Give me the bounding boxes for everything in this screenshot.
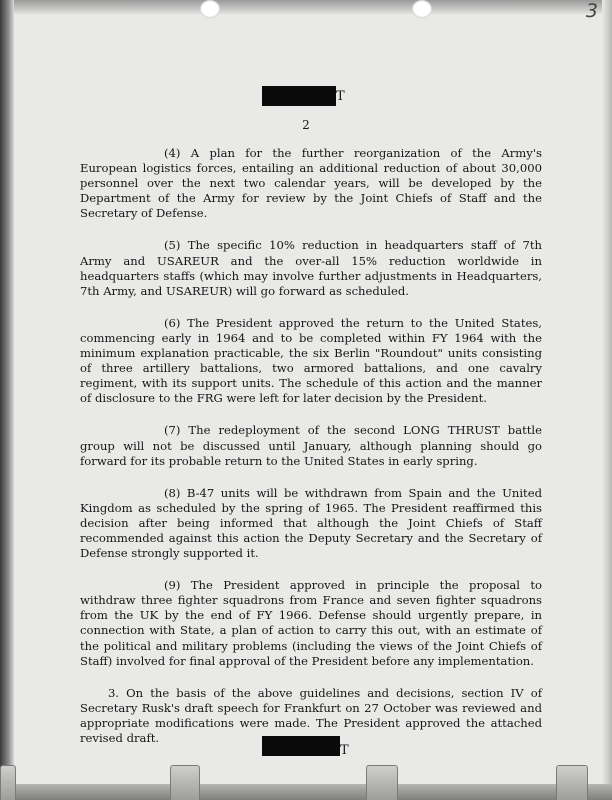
paragraph-9: (9) The President approved in principle the proposal to withdraw three fighter squadrons from France and seven fighter squadrons from the UK by the end of FY 1966. Defense should urgently prepare, in connection with State, a plan of action to carry this out, with an estimate of the political and military problems (including the views of the Joint Chiefs of Staff) involved for final approval of the President before any implementation. (80, 578, 542, 668)
binder-clip-1 (0, 765, 16, 800)
binder-clip-4 (556, 765, 588, 800)
page-number: 2 (302, 118, 310, 132)
classification-marking-bottom (262, 736, 349, 758)
redaction-bar-bottom (262, 736, 340, 756)
classification-marking-top (262, 86, 346, 106)
binder-bar (0, 784, 612, 800)
paragraph-8: (8) B-47 units will be withdrawn from Spain and the United Kingdom as scheduled by the spring of 1965. The President reaffirmed this decision after being informed that although the Joint Chiefs of Staff recommended against this action the Deputy Secretary and the Secretary of Defense strongly supported it. (80, 485, 542, 561)
redaction-bar-top (262, 86, 336, 106)
punch-hole-right (412, 0, 432, 18)
paragraph-6: (6) The President approved the return to the United States, commencing early in 1964 and to be completed within FY 1964 with the minimum explanation practicable, the six Berlin "Roundout" units consisting of three artillery battalions, two armored battalions, and one cavalry regiment, with its support units. The schedule of this action and the manner of disclosure to the FRG were left for later decision by the President. (80, 315, 542, 406)
punch-hole-left (200, 0, 220, 18)
classification-bottom-tail: T (340, 743, 349, 758)
paragraph-5: (5) The specific 10% reduction in headquarters staff of 7th Army and USAREUR and the over-all 15% reduction worldwide in headquarters staffs (which may involve further adjustments in Headquarters, 7th Army, and USAREUR) will go forward as scheduled. (80, 238, 542, 298)
binder-clip-3 (366, 765, 398, 800)
scanner-top-edge (0, 0, 612, 14)
handwritten-page-number: 3 (585, 0, 598, 22)
document-body (80, 146, 542, 763)
paragraph-3: 3. On the basis of the above guidelines and decisions, section IV of Secretary Rusk's draft speech for Frankfurt on 27 October was reviewed and appropriate modifications were made. The President approved the attached revised draft. (80, 685, 542, 745)
paragraph-7: (7) The redeployment of the second LONG THRUST battle group will not be discussed until January, although planning should go forward for its probable return to the United States in early spring. (80, 423, 542, 468)
binder-clip-2 (170, 765, 200, 800)
classification-top-tail: T (336, 89, 345, 104)
paragraph-4: (4) A plan for the further reorganization of the Army's European logistics forces, entailing an additional reduction of about 30,000 personnel over the next two calendar years, will be developed by the Department of the Army for review by the Joint Chiefs of Staff and the Secretary of Defense. (80, 146, 542, 221)
